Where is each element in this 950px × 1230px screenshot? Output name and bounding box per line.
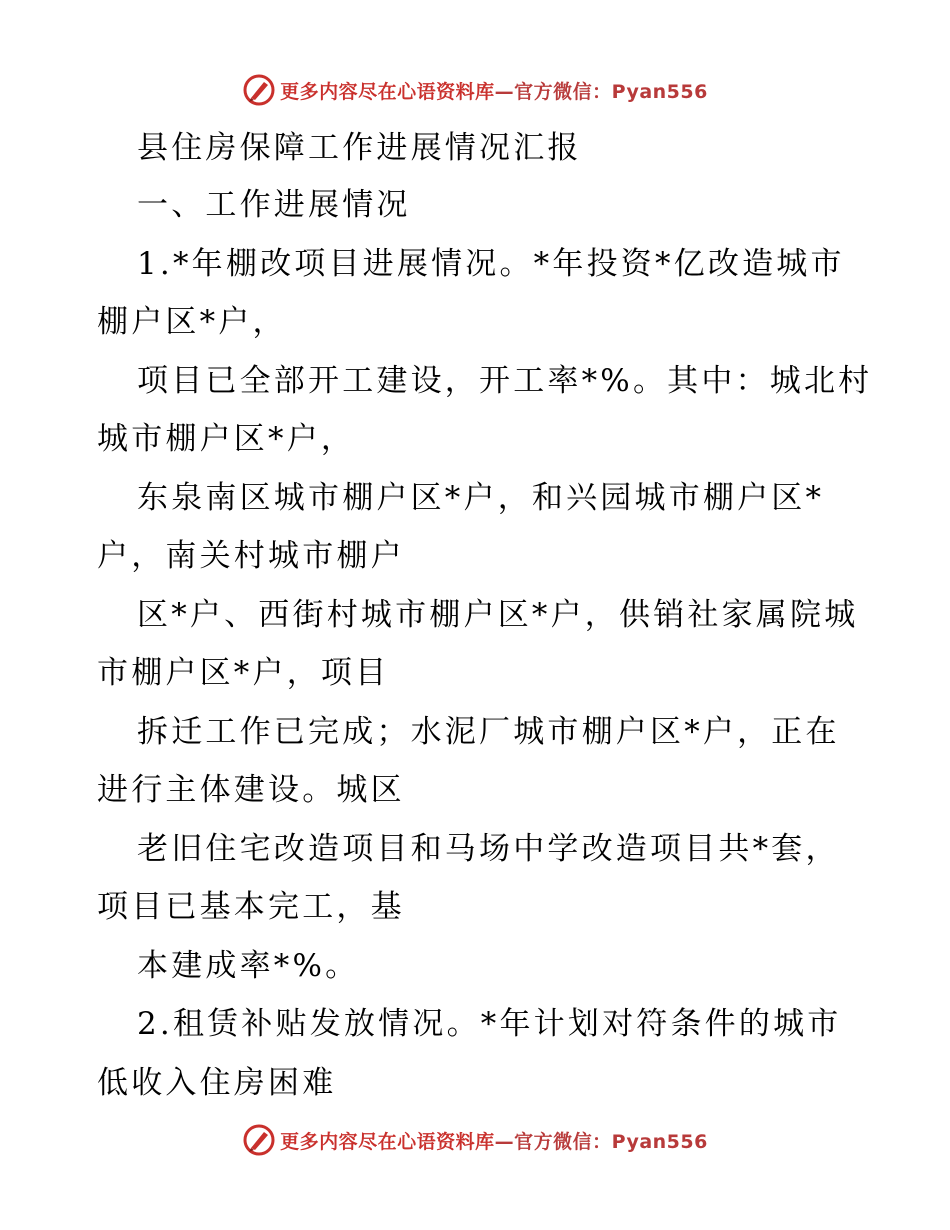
paragraph-line: 棚户区*户， <box>97 304 287 340</box>
watermark-text-main: 更多内容尽在心语资料库 <box>280 1130 495 1153</box>
watermark-footer <box>0 1120 950 1160</box>
watermark-text <box>280 1127 708 1154</box>
paragraph-line: 2.租赁补贴发放情况。*年计划对符条件的城市 <box>137 1006 842 1042</box>
paragraph-line: 本建成率*%。 <box>137 948 360 984</box>
paragraph-line: 区*户、西街村城市棚户区*户，供销社家属院城 <box>137 597 859 633</box>
paragraph-line: 东泉南区城市棚户区*户，和兴园城市棚户区* <box>137 480 825 516</box>
pen-logo-icon <box>242 73 276 107</box>
paragraph-line: 低收入住房困难 <box>97 1065 337 1101</box>
watermark-header <box>0 70 950 110</box>
pen-logo-icon <box>242 1123 276 1157</box>
paragraph-line: 进行主体建设。城区 <box>97 772 405 808</box>
watermark-text-main: 更多内容尽在心语资料库 <box>280 80 495 103</box>
paragraph-line: 城市棚户区*户， <box>97 421 356 457</box>
watermark-text <box>280 77 708 104</box>
document-title: 县住房保障工作进展情况汇报 <box>137 130 582 166</box>
paragraph-line: 户，南关村城市棚户 <box>97 538 405 574</box>
paragraph-line: 1.*年棚改项目进展情况。*年投资*亿改造城市 <box>137 246 845 282</box>
watermark-text-rest: —官方微信：Pyan556 <box>494 1130 708 1153</box>
paragraph-line: 拆迁工作已完成；水泥厂城市棚户区*户，正在 <box>137 714 840 750</box>
section-heading: 一、工作进展情况 <box>137 187 411 223</box>
paragraph-line: 项目已全部开工建设，开工率*%。其中：城北村 <box>137 363 873 399</box>
paragraph-line: 市棚户区*户，项目 <box>97 655 390 691</box>
paragraph-line: 项目已基本完工，基 <box>97 889 405 925</box>
paragraph-line: 老旧住宅改造项目和马场中学改造项目共*套， <box>137 831 840 867</box>
watermark-text-rest: —官方微信：Pyan556 <box>494 80 708 103</box>
